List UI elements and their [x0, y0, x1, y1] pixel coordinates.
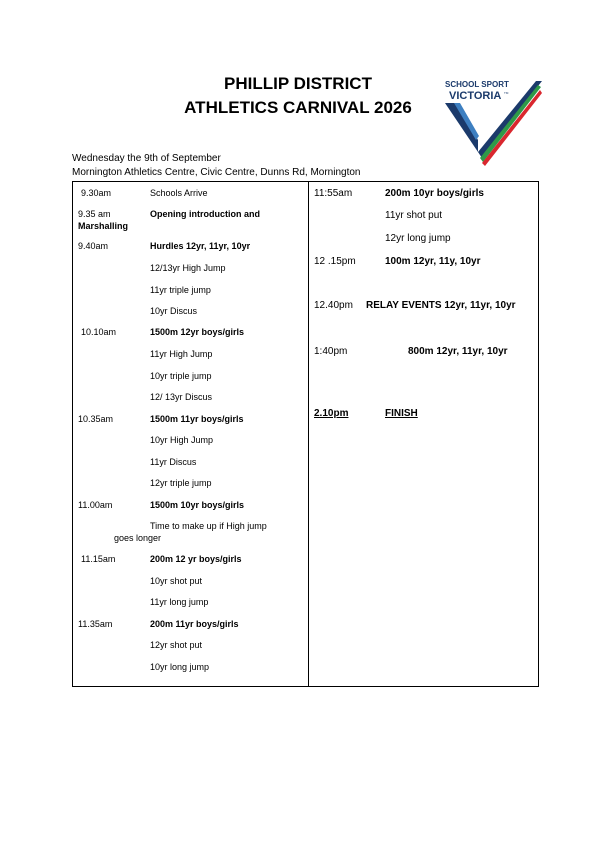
right-time-3: 12 .15pm [314, 256, 356, 267]
right-event-4: RELAY EVENTS 12yr, 11yr, 10yr [366, 300, 516, 311]
left-event-1: Opening introduction and [150, 209, 260, 219]
left-event-0: Schools Arrive [150, 188, 208, 198]
left-event-3: 12/13yr High Jump [150, 263, 226, 273]
left-time-16: 11.15am [81, 554, 116, 564]
left-event-20: 12yr shot put [150, 640, 203, 650]
left-time-0: 9.30am [81, 188, 112, 198]
left-event-2: Hurdles 12yr, 11yr, 10yr [150, 241, 251, 251]
left-event-7: 11yr High Jump [150, 349, 213, 359]
left-event-11: 10yr High Jump [150, 435, 214, 445]
left-event-6: 1500m 12yr boys/girls [150, 327, 245, 337]
left-event-15: Time to make up if High jump [150, 521, 267, 531]
right-event-5: 800m 12yr, 11yr, 10yr [408, 346, 508, 357]
event-venue: Mornington Athletics Centre, Civic Centre, Dunns Rd, Mornington [72, 167, 361, 178]
event-date: Wednesday the 9th of September [72, 153, 221, 164]
left-event-9: 12/ 13yr Discus [150, 392, 213, 402]
logo-text-school-sport: SCHOOL SPORT [445, 80, 509, 89]
left-time-19: 11.35am [78, 619, 113, 629]
left-event-15-continuation: goes longer [114, 533, 162, 543]
left-event-16: 200m 12 yr boys/girls [150, 554, 242, 564]
left-event-10: 1500m 11yr boys/girls [150, 414, 244, 424]
left-event-14: 1500m 10yr boys/girls [150, 500, 245, 510]
school-sport-victoria-logo [442, 78, 542, 166]
left-event-13: 12yr triple jump [150, 478, 212, 488]
logo-text-victoria: VICTORIA [449, 90, 502, 102]
right-event-3: 100m 12yr, 11y, 10yr [385, 256, 481, 267]
left-event-12: 11yr Discus [150, 457, 197, 467]
left-event-17: 10yr shot put [150, 576, 203, 586]
column-divider [308, 182, 309, 686]
right-event-1: 11yr shot put [385, 210, 443, 221]
left-time-14: 11.00am [78, 500, 113, 510]
right-event-0: 200m 10yr boys/girls [385, 188, 484, 199]
left-event-5: 10yr Discus [150, 306, 198, 316]
logo-tm: TM [504, 91, 509, 95]
left-event-4: 11yr triple jump [150, 285, 211, 295]
right-time-0: 11:55am [314, 188, 353, 199]
right-time-5: 1:40pm [314, 346, 348, 357]
left-event-19: 200m 11yr boys/girls [150, 619, 239, 629]
right-time-6: 2.10pm [314, 408, 349, 419]
left-event-21: 10yr long jump [150, 662, 210, 672]
schedule-table [72, 181, 539, 687]
page-title-line1: PHILLIP DISTRICT [224, 74, 372, 93]
left-time-10: 10.35am [78, 414, 114, 424]
left-event-18: 11yr long jump [150, 597, 209, 607]
left-time-1: 9.35 am [78, 209, 111, 219]
left-event-1-continuation: Marshalling [78, 221, 129, 231]
left-time-2: 9.40am [78, 241, 109, 251]
right-time-4: 12.40pm [314, 300, 353, 311]
left-time-6: 10.10am [81, 327, 117, 337]
right-event-2: 12yr long jump [385, 233, 451, 244]
right-event-6: FINISH [385, 408, 418, 419]
left-event-8: 10yr triple jump [150, 371, 212, 381]
page-title-line2: ATHLETICS CARNIVAL 2026 [184, 98, 412, 117]
